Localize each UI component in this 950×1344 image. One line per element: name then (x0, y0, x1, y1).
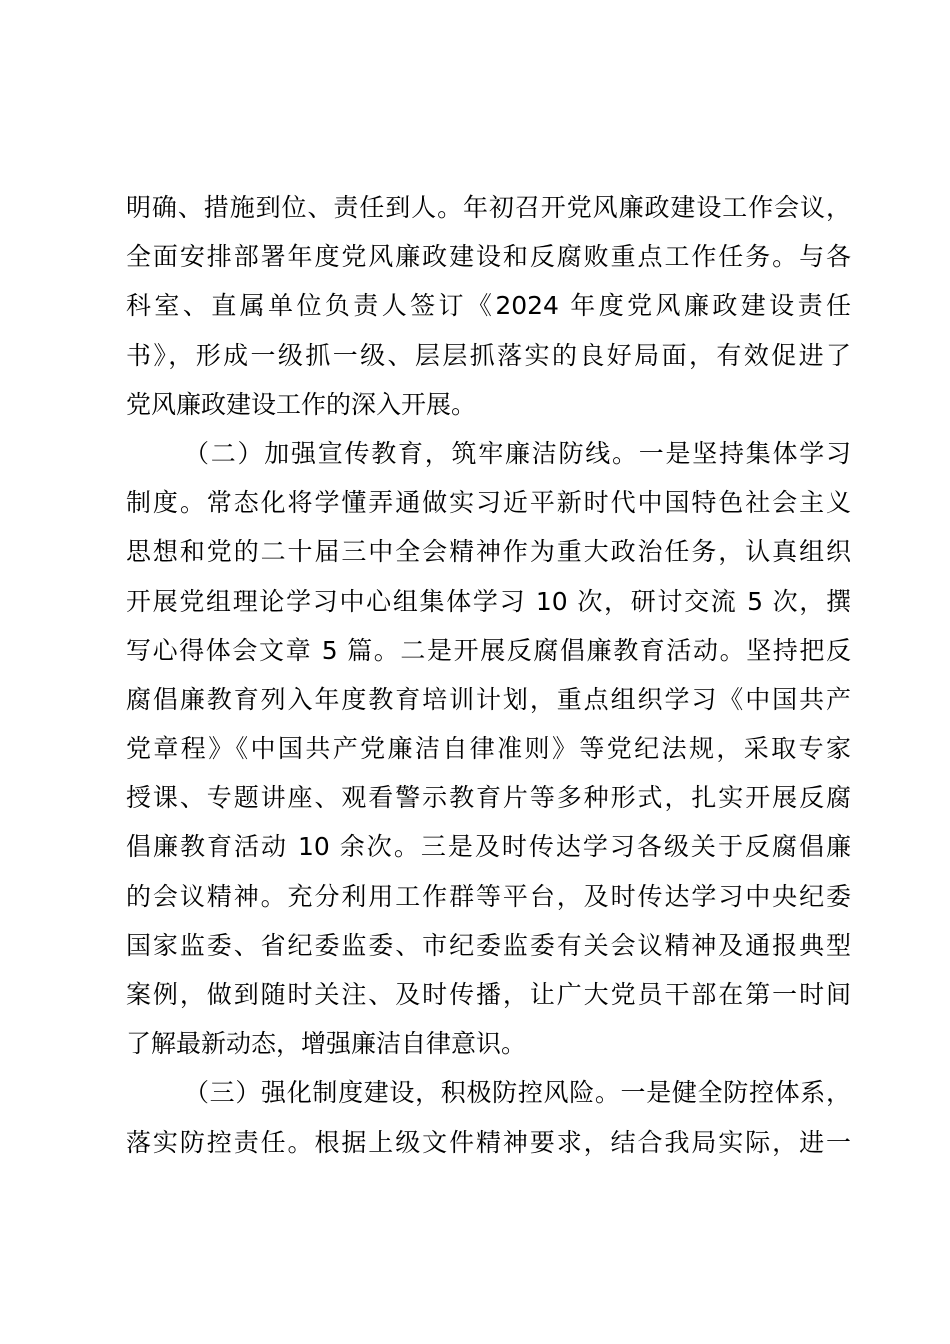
text-line: 了解最新动态，增强廉洁自律意识。 (126, 1029, 527, 1059)
text-line: 科室、直属单位负责人签订《2024 年度党风廉政建设责任 (126, 291, 851, 321)
section-heading-line: （二）加强宣传教育，筑牢廉洁防线。一是坚持集体学习 (184, 438, 851, 468)
text-line: 党章程》《中国共产党廉洁自律准则》等党纪法规，采取专家 (126, 734, 851, 764)
text-line: 落实防控责任。根据上级文件精神要求，结合我局实际，进一 (126, 1127, 851, 1157)
text-line: 的会议精神。充分利用工作群等平台，及时传达学习中央纪委 (126, 881, 851, 911)
text-line: 书》，形成一级抓一级、层层抓落实的良好局面，有效促进了 (126, 340, 851, 370)
text-line: 国家监委、省纪委监委、市纪委监委有关会议精神及通报典型 (126, 930, 851, 960)
text-line: 全面安排部署年度党风廉政建设和反腐败重点工作任务。与各 (126, 242, 851, 272)
section-heading-line: （三）强化制度建设，积极防控风险。一是健全防控体系， (184, 1078, 851, 1108)
text-line: 明确、措施到位、责任到人。年初召开党风廉政建设工作会议， (126, 193, 851, 222)
text-line: 开展党组理论学习中心组集体学习 10 次，研讨交流 5 次，撰 (126, 586, 851, 616)
document-body (126, 183, 851, 1167)
text-line: 案例，做到随时关注、及时传播，让广大党员干部在第一时间 (126, 980, 851, 1009)
text-line: 授课、专题讲座、观看警示教育片等多种形式，扎实开展反腐 (126, 783, 851, 813)
text-line: 思想和党的二十届三中全会精神作为重大政治任务，认真组织 (126, 537, 851, 567)
text-line: 腐倡廉教育列入年度教育培训计划，重点组织学习《中国共产 (126, 684, 851, 714)
text-line: 党风廉政建设工作的深入开展。 (126, 389, 477, 419)
text-line: 制度。常态化将学懂弄通做实习近平新时代中国特色社会主义 (126, 488, 851, 518)
text-line: 倡廉教育活动 10 余次。三是及时传达学习各级关于反腐倡廉 (126, 832, 851, 862)
text-line: 写心得体会文章 5 篇。二是开展反腐倡廉教育活动。坚持把反 (126, 635, 851, 665)
